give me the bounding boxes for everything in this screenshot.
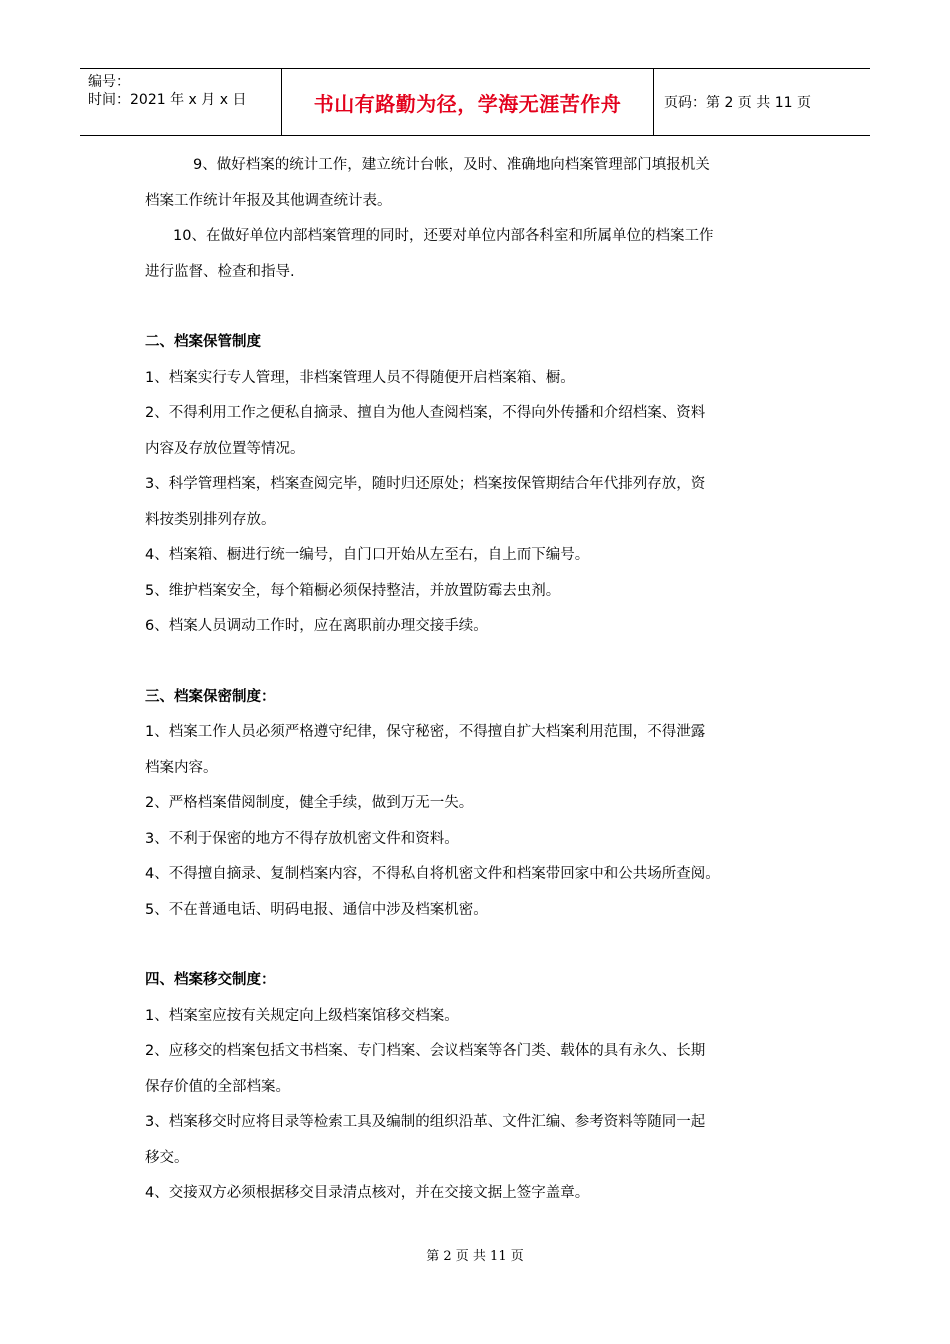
paragraph-line: 2、应移交的档案包括文书档案、专门档案、会议档案等各门类、载体的具有永久、长期 — [145, 1043, 706, 1059]
paragraph-line: 4、档案箱、橱进行统一编号，自门口开始从左至右，自上而下编号。 — [145, 547, 590, 563]
paragraph-line: 5、维护档案安全，每个箱橱必须保持整洁，并放置防霉去虫剂。 — [145, 582, 561, 599]
paragraph-line: 5、不在普通电话、明码电报、通信中涉及档案机密。 — [145, 901, 488, 918]
paragraph-line: 档案内容。 — [145, 759, 218, 776]
paragraph-line: 1、档案室应按有关规定向上级档案馆移交档案。 — [145, 1007, 459, 1024]
paragraph-line: 4、不得擅自摘录、复制档案内容，不得私自将机密文件和档案带回家中和公共场所查阅。 — [145, 866, 720, 882]
paragraph-line: 6、档案人员调动工作时，应在离职前办理交接手续。 — [145, 618, 488, 634]
paragraph-line: 2、严格档案借阅制度，健全手续，做到万无一失。 — [145, 795, 474, 811]
header-motto: 书山有路勤为径，学海无涯苦作舟 — [313, 91, 622, 116]
paragraph-line: 10、在做好单位内部档案管理的同时，还要对单位内部各科室和所属单位的档案工作 — [173, 228, 714, 244]
paragraph-line: 1、档案工作人员必须严格遵守纪律，保守秘密，不得擅自扩大档案利用范围，不得泄露 — [145, 724, 706, 740]
paragraph-line: 保存价值的全部档案。 — [145, 1078, 290, 1095]
header-page-info: 页码：第 2 页 共 11 页 — [664, 95, 811, 111]
header-number: 编号： — [88, 74, 130, 90]
header-meta — [80, 69, 281, 135]
paragraph-line: 9、做好档案的统计工作，建立统计台帐，及时、准确地向档案管理部门填报机关 — [193, 157, 710, 173]
document-header — [80, 68, 870, 136]
paragraph-line: 1、档案实行专人管理，非档案管理人员不得随便开启档案箱、橱。 — [145, 369, 575, 386]
paragraph-line: 档案工作统计年报及其他调查统计表。 — [145, 192, 392, 209]
paragraph-line: 3、科学管理档案，档案查阅完毕，随时归还原处；档案按保管期结合年代排列存放，资 — [145, 476, 706, 492]
paragraph-line: 料按类别排列存放。 — [145, 511, 276, 528]
header-time: 时间：2021 年 x 月 x 日 — [88, 92, 247, 108]
paragraph-line: 移交。 — [145, 1149, 189, 1166]
section-heading: 三、档案保密制度： — [145, 688, 276, 705]
header-motto-cell — [281, 69, 654, 135]
paragraph-line: 内容及存放位置等情况。 — [145, 440, 305, 457]
section-heading: 四、档案移交制度： — [145, 972, 276, 988]
section-heading: 二、档案保管制度 — [145, 334, 261, 350]
paragraph-line: 进行监督、检查和指导. — [145, 263, 295, 280]
document-body — [145, 148, 805, 1212]
page-footer: 第 2 页 共 11 页 — [426, 1249, 524, 1264]
paragraph-line: 2、不得利用工作之便私自摘录、擅自为他人查阅档案，不得向外传播和介绍档案、资料 — [145, 405, 706, 421]
paragraph-line: 3、不利于保密的地方不得存放机密文件和资料。 — [145, 830, 459, 847]
paragraph-line: 3、档案移交时应将目录等检索工具及编制的组织沿革、文件汇编、参考资料等随同一起 — [145, 1114, 706, 1130]
paragraph-line: 4、交接双方必须根据移交目录清点核对，并在交接文据上签字盖章。 — [145, 1185, 590, 1201]
